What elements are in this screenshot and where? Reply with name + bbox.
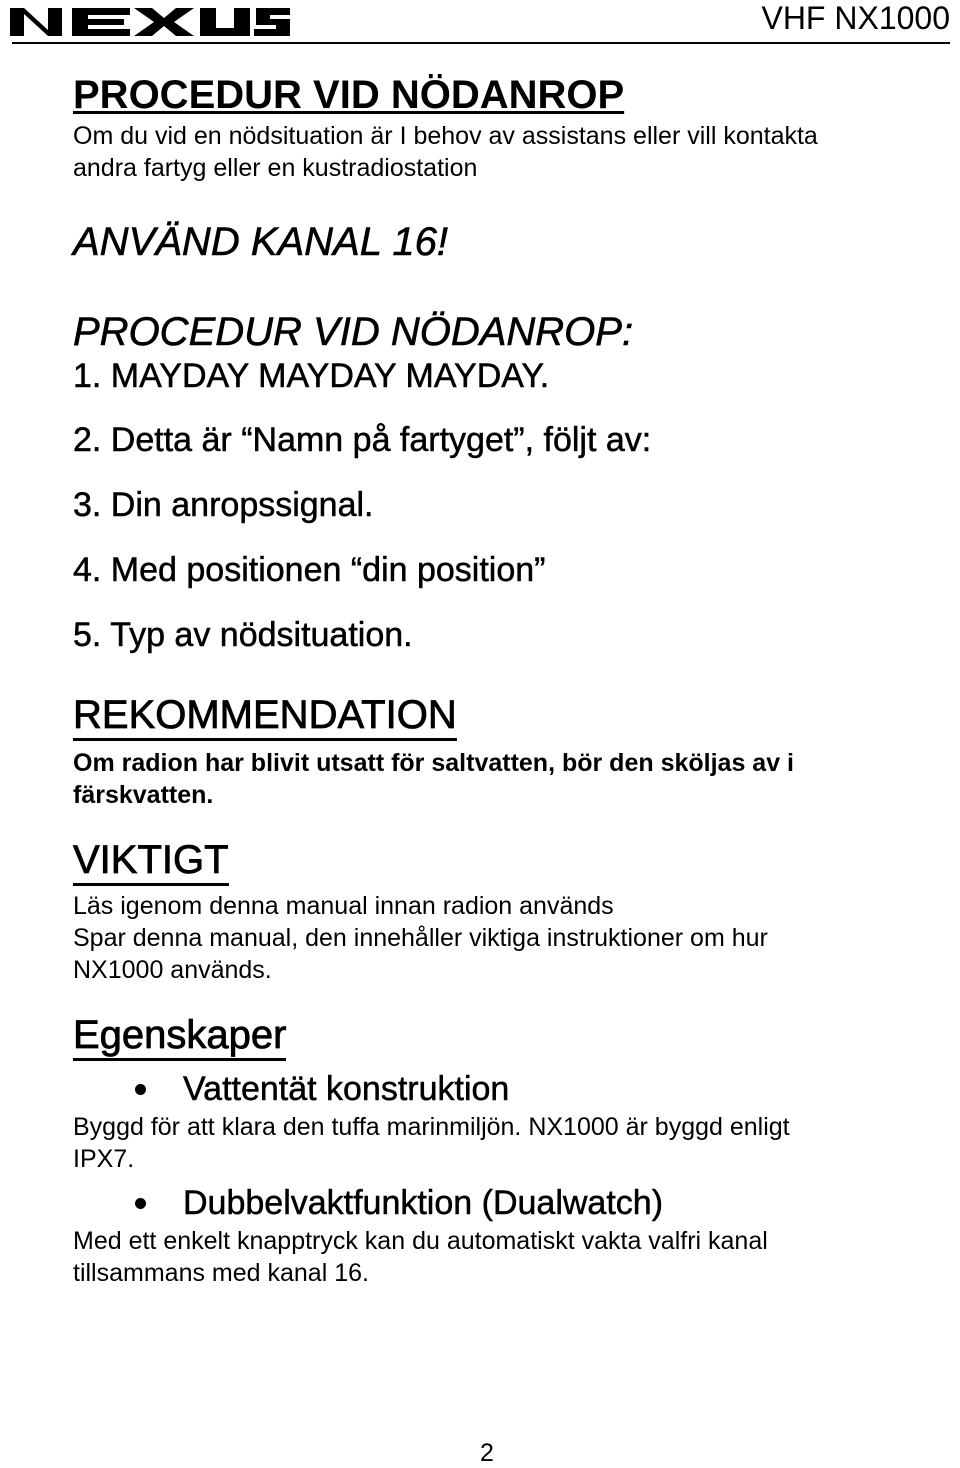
feature-heading-text: Vattentät konstruktion: [183, 1070, 510, 1108]
recommendation-title: REKOMMENDATION: [73, 692, 457, 741]
important-line: Läs igenom denna manual innan radion används: [73, 892, 614, 920]
nexus-logo: [8, 0, 290, 42]
procedure-intro: [73, 120, 933, 184]
recommendation-line: Om radion har blivit utsatt för saltvatten, bör den sköljas av i: [73, 749, 794, 777]
procedure-step: 1. MAYDAY MAYDAY MAYDAY.: [73, 357, 550, 395]
page-content: [73, 72, 933, 1289]
feature-text: [73, 1111, 933, 1175]
procedure-step: 4. Med positionen “din position”: [73, 551, 546, 589]
page-number: 2: [480, 1439, 494, 1467]
feature-heading-text: Dubbelvaktfunktion (Dualwatch): [183, 1184, 664, 1222]
feature-heading: [73, 1069, 933, 1109]
important-title: VIKTIGT: [73, 837, 229, 886]
procedure-step: 5. Typ av nödsituation.: [73, 616, 413, 654]
important-line: NX1000 används.: [73, 956, 272, 984]
procedure-subtitle: PROCEDUR VID NÖDANROP:: [73, 310, 634, 354]
important-line: Spar denna manual, den innehåller viktiga instruktioner om hur: [73, 924, 768, 952]
recommendation-text: [73, 747, 933, 811]
features-title: Egenskaper: [73, 1012, 286, 1061]
feature-line: tillsammans med kanal 16.: [73, 1259, 369, 1287]
bullet-icon: [135, 1198, 146, 1209]
bullet-icon: [135, 1084, 146, 1095]
procedure-intro-line: andra fartyg eller en kustradiostation: [73, 154, 478, 182]
channel-notice-text: ANVÄND KANAL 16!: [73, 220, 448, 264]
feature-line: IPX7.: [73, 1145, 135, 1173]
model-name: VHF NX1000: [761, 0, 950, 36]
feature-item: [73, 1069, 933, 1175]
procedure-intro-line: Om du vid en nödsituation är I behov av assistans eller vill kontakta: [73, 122, 818, 150]
page-header: [0, 0, 960, 46]
feature-line: Byggd för att klara den tuffa marinmiljön. NX1000 är byggd enligt: [73, 1113, 790, 1141]
header-rule: [12, 42, 950, 44]
feature-line: Med ett enkelt knapptryck kan du automatiskt vakta valfri kanal: [73, 1227, 768, 1255]
feature-item: [73, 1183, 933, 1289]
procedure-step: 2. Detta är “Namn på fartyget”, följt av:: [73, 421, 652, 459]
channel-notice: [73, 218, 933, 266]
feature-text: [73, 1225, 933, 1289]
procedure-step: 3. Din anropssignal.: [73, 486, 374, 524]
procedure-steps: [73, 356, 933, 668]
recommendation-line: färskvatten.: [73, 781, 214, 809]
procedure-title: PROCEDUR VID NÖDANROP: [73, 73, 625, 117]
feature-heading: [73, 1183, 933, 1223]
important-text: [73, 890, 933, 986]
